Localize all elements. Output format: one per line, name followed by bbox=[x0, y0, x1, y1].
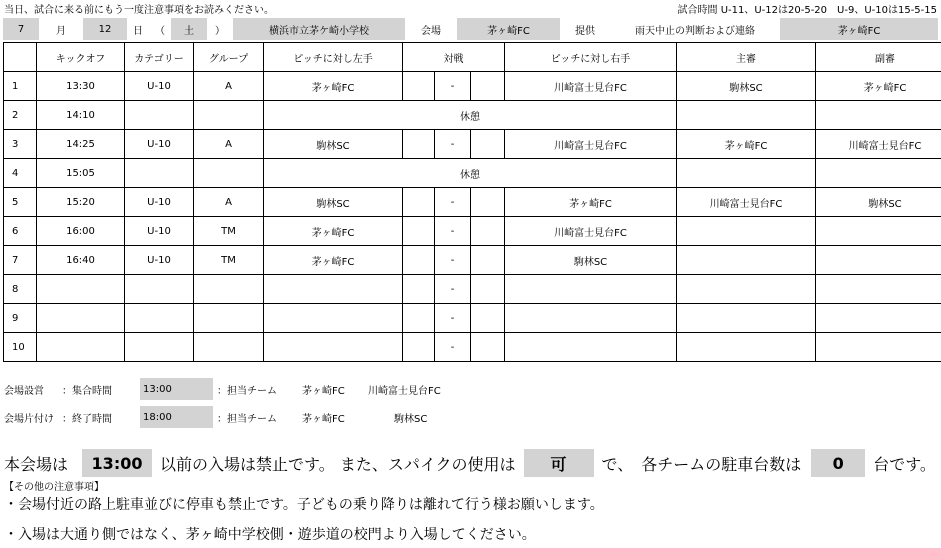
match-number: 5 bbox=[4, 188, 37, 217]
referee bbox=[677, 246, 816, 275]
assistant-referee bbox=[816, 217, 941, 246]
left-team: 茅ヶ崎FC bbox=[264, 217, 403, 246]
notice-text-4: 台です。 bbox=[873, 454, 936, 474]
kickoff-time: 14:25 bbox=[37, 130, 125, 159]
kickoff-time bbox=[37, 275, 125, 304]
score-left bbox=[403, 333, 435, 362]
host-team: 茅ヶ崎FC bbox=[457, 18, 560, 40]
entry-time-box: 13:00 bbox=[82, 449, 152, 477]
header-cell-vs: 対戦 bbox=[403, 43, 505, 72]
rest-label: 休憩 bbox=[264, 101, 677, 130]
referee bbox=[677, 333, 816, 362]
month-value: 7 bbox=[3, 18, 39, 40]
assistant-referee bbox=[816, 159, 941, 188]
kickoff-time bbox=[37, 304, 125, 333]
table-row bbox=[4, 130, 941, 159]
category bbox=[125, 159, 194, 188]
vs-separator: - bbox=[435, 188, 471, 217]
referee bbox=[677, 275, 816, 304]
left-team bbox=[264, 304, 403, 333]
left-team bbox=[264, 275, 403, 304]
paren-close: ） bbox=[215, 25, 225, 37]
table-row bbox=[4, 246, 941, 275]
category: U-10 bbox=[125, 72, 194, 101]
rain-contact-label: 雨天中止の判断および連絡 bbox=[635, 25, 755, 37]
score-right bbox=[471, 217, 505, 246]
match-number: 1 bbox=[4, 72, 37, 101]
referee bbox=[677, 217, 816, 246]
score-right bbox=[471, 246, 505, 275]
header-cell-assistant: 副審 bbox=[816, 43, 941, 72]
month-label: 月 bbox=[56, 25, 66, 37]
right-team bbox=[505, 333, 677, 362]
score-left bbox=[403, 72, 435, 101]
referee: 駒林SC bbox=[677, 72, 816, 101]
schedule-table bbox=[3, 42, 941, 362]
referee bbox=[677, 159, 816, 188]
assistant-referee bbox=[816, 304, 941, 333]
category: U-10 bbox=[125, 246, 194, 275]
referee bbox=[677, 304, 816, 333]
setup-time-label: ：集合時間 bbox=[62, 385, 112, 397]
cleanup-time-label: ：終了時間 bbox=[62, 413, 112, 425]
cleanup-team-label: ：担当チーム bbox=[217, 413, 277, 425]
vs-separator: - bbox=[435, 130, 471, 159]
cleanup-team-1: 茅ヶ崎FC bbox=[302, 413, 345, 425]
header-cell-kickoff: キックオフ bbox=[37, 43, 125, 72]
table-row bbox=[4, 275, 941, 304]
parking-box: 0 bbox=[811, 449, 865, 477]
day-value: 12 bbox=[83, 18, 127, 40]
group: A bbox=[194, 188, 264, 217]
match-number: 6 bbox=[4, 217, 37, 246]
table-row bbox=[4, 304, 941, 333]
header-cell-referee: 主審 bbox=[677, 43, 816, 72]
cleanup-time: 18:00 bbox=[140, 406, 213, 428]
rain-contact-team: 茅ヶ崎FC bbox=[780, 18, 938, 40]
right-team: 川崎富士見台FC bbox=[505, 217, 677, 246]
score-left bbox=[403, 304, 435, 333]
right-team: 駒林SC bbox=[505, 246, 677, 275]
group bbox=[194, 101, 264, 130]
category: U-10 bbox=[125, 130, 194, 159]
score-right bbox=[471, 275, 505, 304]
table-row bbox=[4, 101, 941, 130]
header-cell-right: ピッチに対し右手 bbox=[505, 43, 677, 72]
kickoff-time: 16:00 bbox=[37, 217, 125, 246]
left-team: 駒林SC bbox=[264, 188, 403, 217]
event-header bbox=[3, 18, 938, 40]
score-right bbox=[471, 130, 505, 159]
score-right bbox=[471, 333, 505, 362]
match-number: 8 bbox=[4, 275, 37, 304]
category bbox=[125, 304, 194, 333]
group bbox=[194, 275, 264, 304]
category: U-10 bbox=[125, 188, 194, 217]
referee: 川崎富士見台FC bbox=[677, 188, 816, 217]
notice-text-1: 本会場は bbox=[4, 454, 69, 474]
table-row bbox=[4, 217, 941, 246]
left-team: 駒林SC bbox=[264, 130, 403, 159]
kickoff-time: 16:40 bbox=[37, 246, 125, 275]
assistant-referee: 駒林SC bbox=[816, 188, 941, 217]
setup-team-1: 茅ヶ崎FC bbox=[302, 385, 345, 397]
setup-time: 13:00 bbox=[140, 378, 213, 400]
group bbox=[194, 159, 264, 188]
vs-separator: - bbox=[435, 72, 471, 101]
match-number: 2 bbox=[4, 101, 37, 130]
group: TM bbox=[194, 217, 264, 246]
match-number: 10 bbox=[4, 333, 37, 362]
spike-box: 可 bbox=[524, 449, 594, 477]
assistant-referee: 茅ヶ崎FC bbox=[816, 72, 941, 101]
score-left bbox=[403, 130, 435, 159]
match-number: 4 bbox=[4, 159, 37, 188]
cleanup-label: 会場片付け bbox=[4, 413, 54, 425]
category bbox=[125, 101, 194, 130]
group: A bbox=[194, 130, 264, 159]
note-item: ・会場付近の路上駐車並びに停車も禁止です。子どもの乗り降りは離れて行う様お願いします。 bbox=[4, 497, 604, 513]
host-label: 会場 bbox=[421, 25, 441, 37]
provider-label: 提供 bbox=[575, 25, 595, 37]
score-right bbox=[471, 188, 505, 217]
score-left bbox=[403, 188, 435, 217]
right-team bbox=[505, 304, 677, 333]
right-team: 川崎富士見台FC bbox=[505, 72, 677, 101]
left-team: 茅ヶ崎FC bbox=[264, 246, 403, 275]
group: A bbox=[194, 72, 264, 101]
setup-team-label: ：担当チーム bbox=[217, 385, 277, 397]
assistant-referee bbox=[816, 275, 941, 304]
assistant-referee bbox=[816, 101, 941, 130]
header-cell-no bbox=[4, 43, 37, 72]
cleanup-row bbox=[4, 406, 474, 428]
score-left bbox=[403, 246, 435, 275]
header-cell-group: グループ bbox=[194, 43, 264, 72]
kickoff-time: 15:05 bbox=[37, 159, 125, 188]
paren-open: （ bbox=[155, 25, 165, 37]
assistant-referee bbox=[816, 246, 941, 275]
right-team: 川崎富士見台FC bbox=[505, 130, 677, 159]
setup-team-2: 川崎富士見台FC bbox=[368, 385, 441, 397]
left-team bbox=[264, 333, 403, 362]
table-row bbox=[4, 159, 941, 188]
category bbox=[125, 275, 194, 304]
vs-separator: - bbox=[435, 304, 471, 333]
category: U-10 bbox=[125, 217, 194, 246]
right-team bbox=[505, 275, 677, 304]
other-notes-heading: 【その他の注意事項】 bbox=[4, 482, 104, 493]
header-cell-category: カテゴリー bbox=[125, 43, 194, 72]
assistant-referee: 川崎富士見台FC bbox=[816, 130, 941, 159]
table-header-row bbox=[4, 43, 941, 72]
match-number: 3 bbox=[4, 130, 37, 159]
vs-separator: - bbox=[435, 217, 471, 246]
entry-notice bbox=[4, 449, 936, 477]
day-label: 日 bbox=[133, 25, 143, 37]
left-team: 茅ヶ崎FC bbox=[264, 72, 403, 101]
score-left bbox=[403, 217, 435, 246]
table-row bbox=[4, 188, 941, 217]
weekday-value: 土 bbox=[171, 18, 207, 40]
group: TM bbox=[194, 246, 264, 275]
rest-label: 休憩 bbox=[264, 159, 677, 188]
assistant-referee bbox=[816, 333, 941, 362]
category bbox=[125, 333, 194, 362]
referee: 茅ヶ崎FC bbox=[677, 130, 816, 159]
match-number: 7 bbox=[4, 246, 37, 275]
table-row bbox=[4, 333, 941, 362]
group bbox=[194, 304, 264, 333]
score-right bbox=[471, 72, 505, 101]
top-note: 当日、試合に来る前にもう一度注意事項をお読みください。 bbox=[4, 5, 274, 16]
match-time-note: 試合時間 U-11、U-12は20-5-20 U-9、U-10は15-5-15 bbox=[677, 5, 937, 16]
setup-label: 会場設営 bbox=[4, 385, 44, 397]
right-team: 茅ヶ崎FC bbox=[505, 188, 677, 217]
kickoff-time: 13:30 bbox=[37, 72, 125, 101]
score-right bbox=[471, 304, 505, 333]
score-left bbox=[403, 275, 435, 304]
kickoff-time bbox=[37, 333, 125, 362]
group bbox=[194, 333, 264, 362]
vs-separator: - bbox=[435, 333, 471, 362]
header-cell-left: ピッチに対し左手 bbox=[264, 43, 403, 72]
cleanup-team-2: 駒林SC bbox=[394, 413, 428, 425]
setup-row bbox=[4, 378, 468, 400]
vs-separator: - bbox=[435, 275, 471, 304]
notice-text-3: で、 各チームの駐車台数は bbox=[601, 454, 802, 474]
match-number: 9 bbox=[4, 304, 37, 333]
note-item: ・入場は大通り側ではなく、茅ヶ崎中学校側・遊歩道の校門より入場してください。 bbox=[4, 527, 536, 543]
vs-separator: - bbox=[435, 246, 471, 275]
table-row bbox=[4, 72, 941, 101]
kickoff-time: 15:20 bbox=[37, 188, 125, 217]
kickoff-time: 14:10 bbox=[37, 101, 125, 130]
venue-name: 横浜市立茅ケ崎小学校 bbox=[233, 18, 405, 40]
referee bbox=[677, 101, 816, 130]
notice-text-2: 以前の入場は禁止です。 また、スパイクの使用は bbox=[160, 454, 516, 474]
